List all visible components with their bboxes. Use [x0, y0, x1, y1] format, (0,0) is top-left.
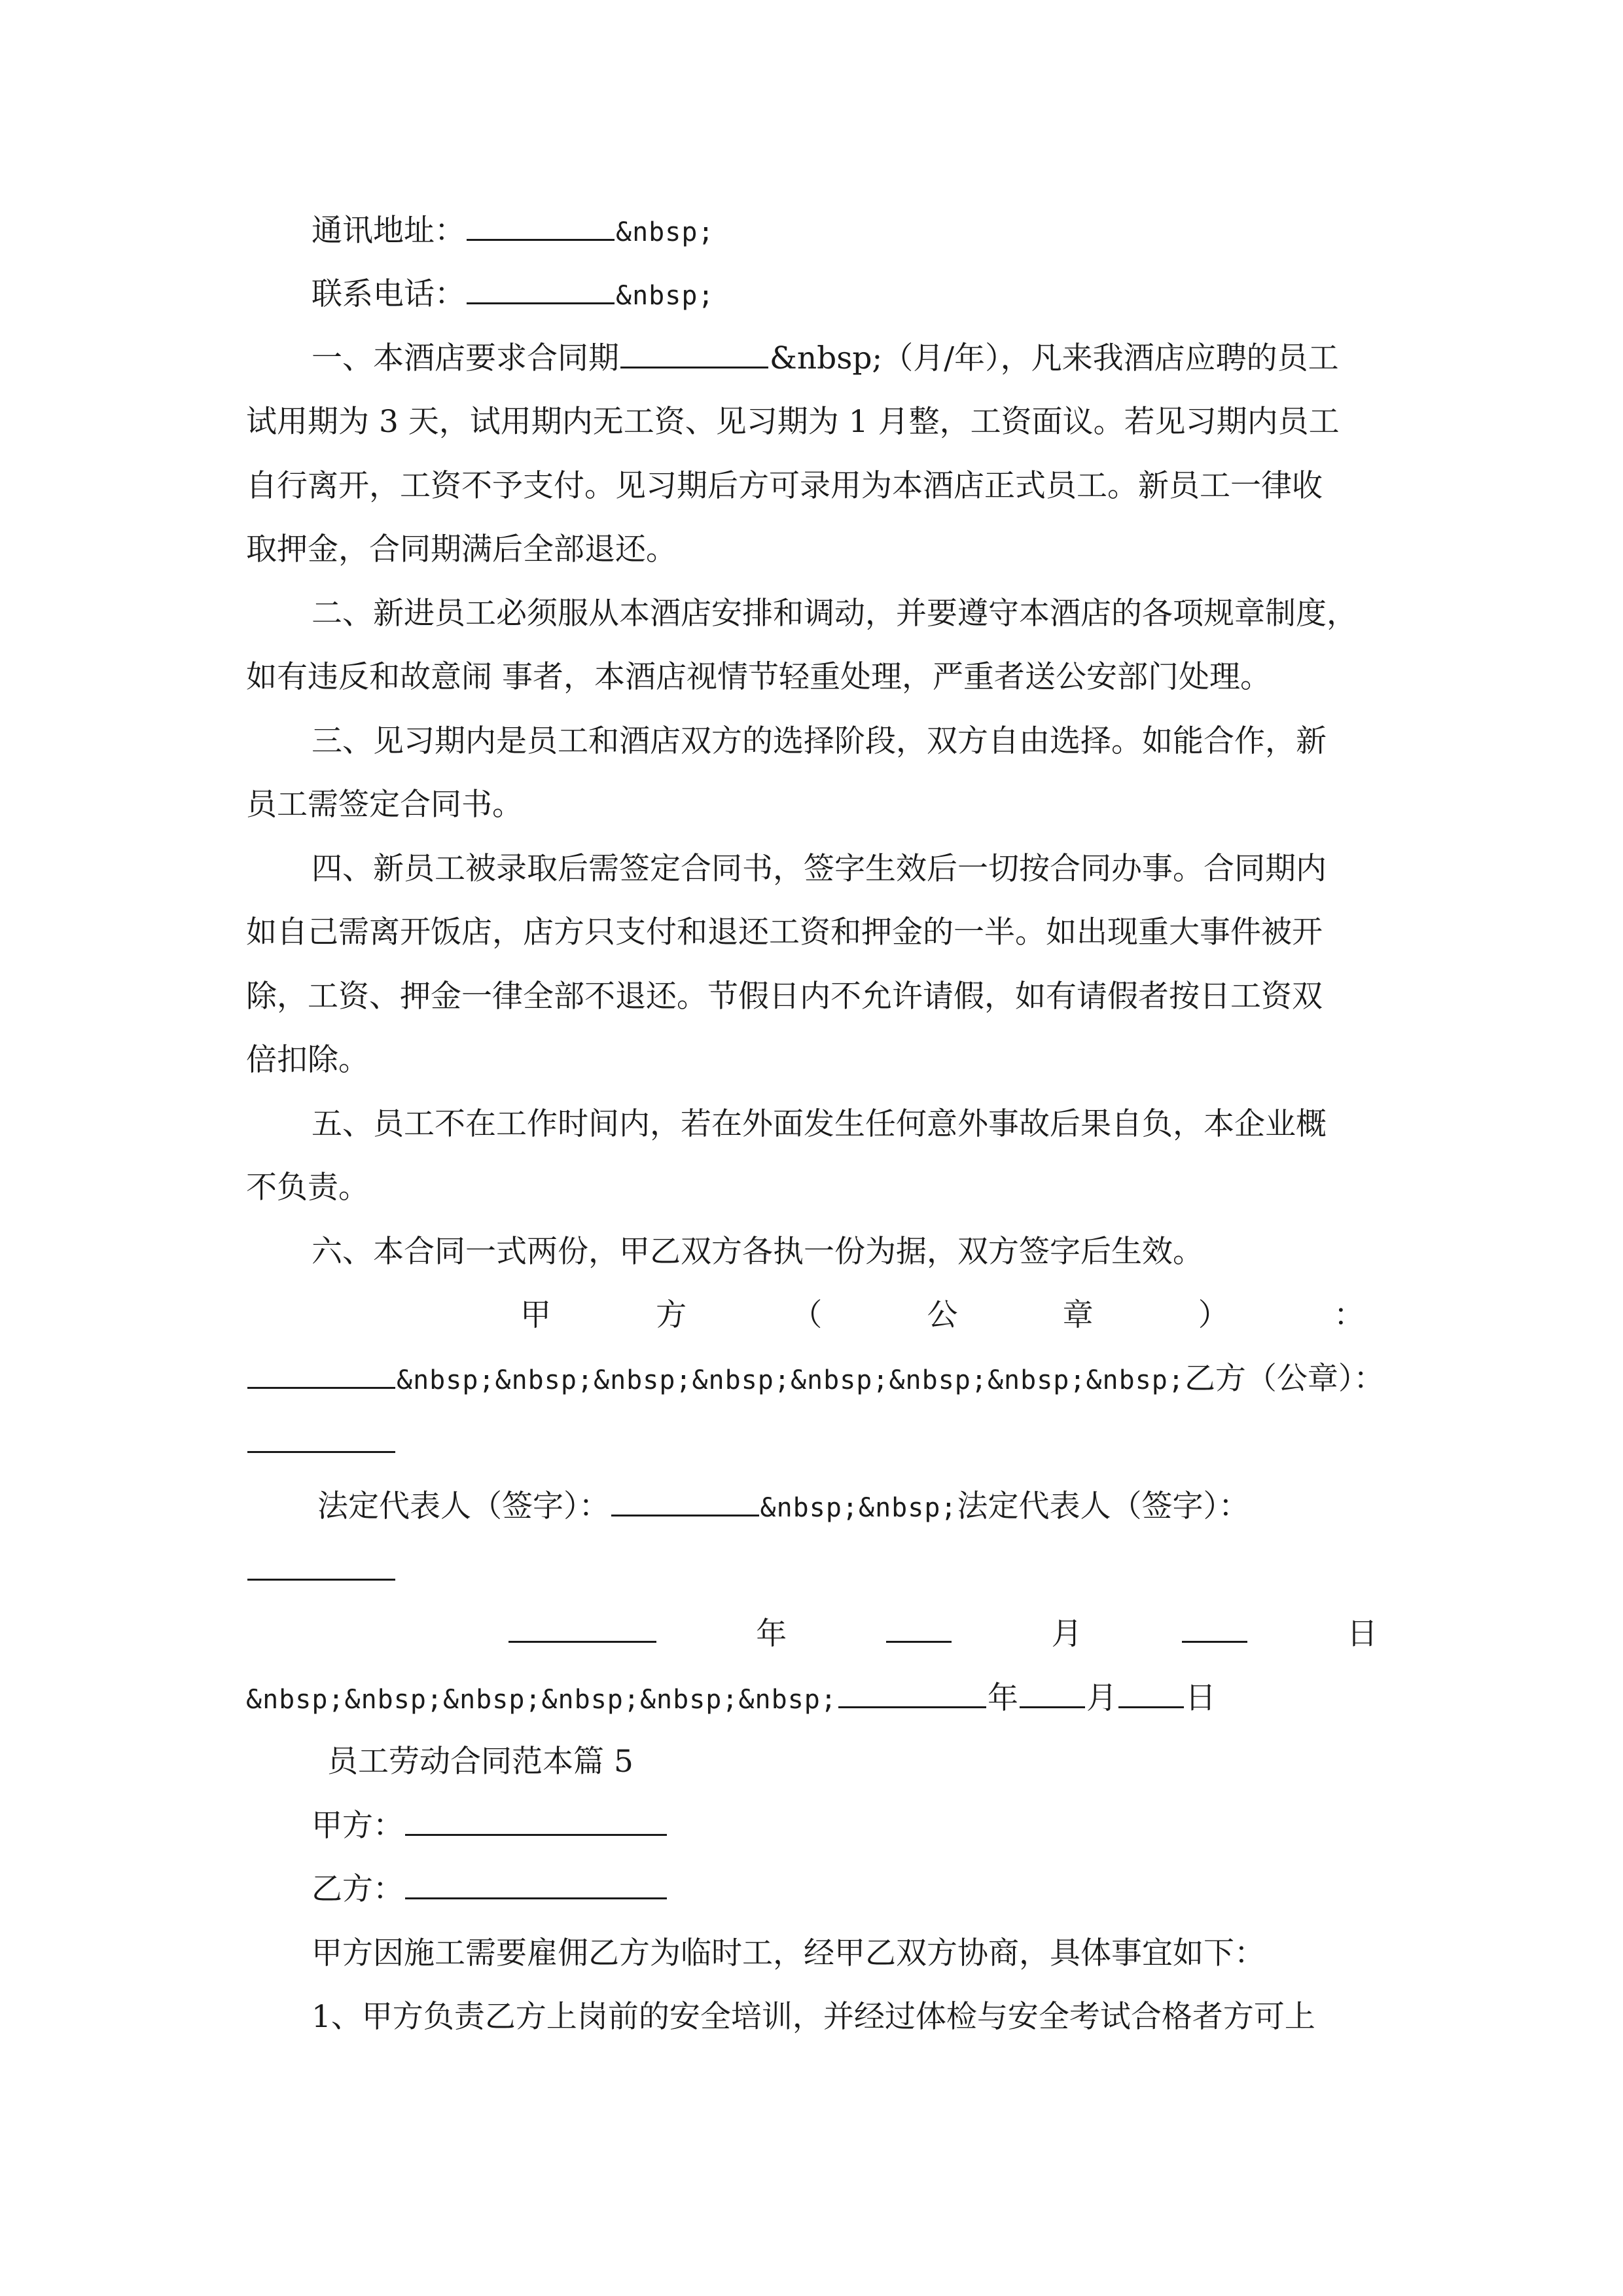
section-5-party-a-line	[312, 1806, 1444, 1846]
party-a-seal-blank	[247, 1361, 395, 1389]
section-5-party-b-label: 乙方：	[312, 1871, 404, 1907]
month-b-blank	[1020, 1680, 1085, 1708]
section-5-intro: 甲方因施工需要雇佣乙方为临时工，经甲乙双方协商，具体事宜如下：	[312, 1935, 1265, 1971]
section-5-party-a-label: 甲方：	[312, 1808, 404, 1844]
clause-4-line-4: 倍扣除。	[246, 1042, 369, 1078]
phone-label: 联系电话：	[312, 276, 465, 312]
address-blank	[467, 213, 615, 241]
legal-rep-b-blank	[247, 1552, 395, 1581]
contract-term-blank	[620, 340, 768, 368]
clause-2-line-2: 如有违反和故意闹 事者，本酒店视情节轻重处理，严重者送公安部门处理。	[246, 659, 1271, 695]
party-a-char-5: 章	[1062, 1297, 1094, 1333]
party-b-seal-blank-line	[246, 1424, 1378, 1463]
day-a-label: 日	[1346, 1616, 1378, 1652]
day-b-blank	[1118, 1680, 1184, 1708]
clause-4-line-2: 如自己需离开饭店，店方只支付和退还工资和押金的一半。如出现重大事件被开	[246, 914, 1323, 950]
party-a-char-4: 公	[927, 1297, 958, 1333]
address-nbsp: &nbsp;	[616, 217, 715, 247]
month-a-label: 月	[1051, 1616, 1082, 1652]
party-b-seal-blank	[247, 1425, 395, 1453]
clause-6-line-1: 六、本合同一式两份，甲乙双方各执一份为据，双方签字后生效。	[312, 1234, 1204, 1270]
party-a-char-1: 甲	[520, 1297, 551, 1333]
clause-1-text-b: &nbsp;（月/年），凡来我酒店应聘的员工	[770, 340, 1339, 376]
phone-nbsp: &nbsp;	[616, 281, 715, 311]
clause-3-line-1: 三、见习期内是员工和酒店双方的选择阶段，双方自由选择。如能合作，新	[312, 723, 1327, 759]
legal-rep-line	[317, 1487, 1378, 1528]
party-a-char-3: （	[791, 1297, 823, 1333]
legal-rep-b-label: 法定代表人（签字）：	[957, 1488, 1249, 1524]
clause-5-line-1: 五、员工不在工作时间内，若在外面发生任何意外事故后果自负，本企业概	[312, 1106, 1327, 1142]
phone-blank	[467, 276, 615, 304]
party-b-seal-line	[246, 1359, 1385, 1400]
day-a-blank	[1182, 1615, 1247, 1643]
legal-rep-a-blank	[611, 1488, 759, 1516]
party-a-char-6: ）	[1198, 1297, 1229, 1333]
clause-3-line-2: 员工需签定合同书。	[246, 787, 523, 823]
date-line-b	[246, 1679, 1378, 1719]
clause-1-line-3: 自行离开，工资不予支付。见习期后方可录用为本酒店正式员工。新员工一律收	[246, 468, 1323, 504]
nbsp-run-8: &nbsp;&nbsp;&nbsp;&nbsp;&nbsp;&nbsp;&nbsp;&nbsp;	[397, 1365, 1185, 1395]
year-b-label: 年	[987, 1680, 1018, 1716]
party-a-char-2: 方	[656, 1297, 687, 1333]
legal-rep-a-label: 法定代表人（签字）：	[317, 1488, 610, 1524]
clause-1-line-4: 取押金，合同期满后全部退还。	[246, 531, 677, 567]
year-a-label: 年	[756, 1616, 787, 1652]
clause-2-line-1: 二、新进员工必须服从本酒店安排和调动，并要遵守本酒店的各项规章制度，	[312, 596, 1357, 632]
clause-4-line-3: 除，工资、押金一律全部不退还。节假日内不允许请假，如有请假者按日工资双	[246, 978, 1323, 1014]
address-label: 通讯地址：	[312, 213, 465, 249]
party-b-seal-label: 乙方（公章）：	[1184, 1361, 1385, 1397]
month-b-label: 月	[1086, 1680, 1117, 1716]
section-5-party-a-blank	[405, 1808, 667, 1836]
section-5-item-1: 1、甲方负责乙方上岗前的安全培训，并经过体检与安全考试合格者方可上	[312, 1999, 1315, 2035]
nbsp-run-6: &nbsp;&nbsp;&nbsp;&nbsp;&nbsp;&nbsp;	[246, 1685, 837, 1715]
nbsp-run-2: &nbsp;&nbsp;	[760, 1493, 957, 1523]
day-b-label: 日	[1185, 1680, 1216, 1716]
year-b-blank	[838, 1680, 986, 1708]
month-a-blank	[886, 1615, 952, 1643]
date-line-a	[507, 1615, 1378, 1654]
section-5-party-b-line	[312, 1870, 1444, 1909]
party-a-char-7: ：	[1333, 1297, 1364, 1333]
section-5-title: 员工劳动合同范本篇 5	[327, 1744, 633, 1780]
address-line	[312, 211, 1444, 252]
clause-1-text-a: 一、本酒店要求合同期	[312, 340, 619, 376]
section-5-party-b-blank	[405, 1871, 667, 1899]
legal-rep-blank-line	[246, 1551, 1378, 1590]
clause-4-line-1: 四、新员工被录取后需签定合同书，签字生效后一切按合同办事。合同期内	[312, 851, 1327, 887]
party-a-seal-line	[520, 1296, 1364, 1335]
clause-1-line-2: 试用期为 3 天，试用期内无工资、见习期为 1 月整，工资面议。若见习期内员工	[246, 404, 1340, 440]
phone-line	[312, 275, 1444, 315]
year-a-blank	[508, 1615, 656, 1643]
clause-1-line-1	[312, 339, 1378, 378]
clause-5-line-2: 不负责。	[246, 1170, 369, 1206]
